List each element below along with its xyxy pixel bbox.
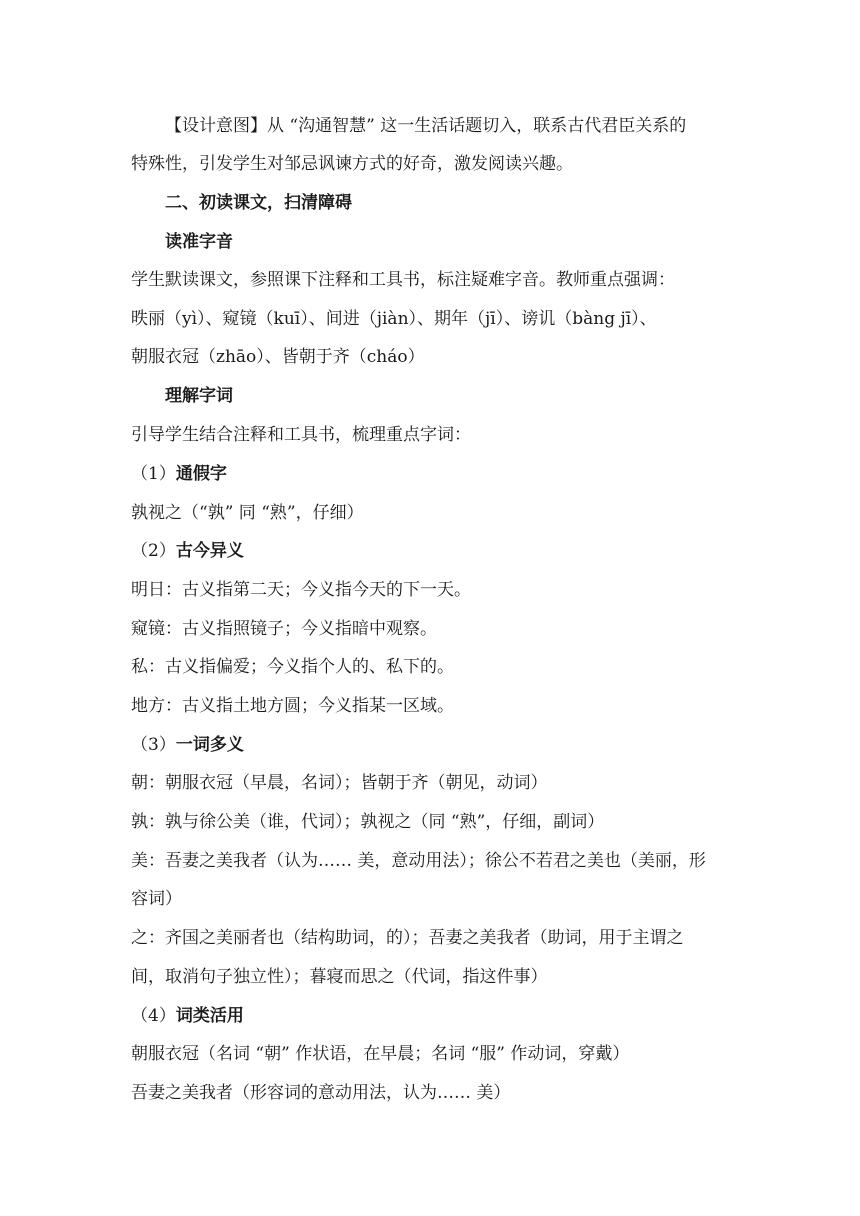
gujin-item: 明日：古义指第二天；今义指今天的下一天。 — [131, 580, 471, 600]
cileihuoyong-label: 词类活用 — [175, 1006, 244, 1026]
yiciduoyi-num: （3） — [131, 735, 176, 755]
cileihuoyong-num: （4） — [131, 1006, 176, 1026]
yiciduoyi-heading — [131, 734, 731, 756]
yiciduoyi-item: 美：吾妻之美我者（认为…… 美，意动用法）；徐公不若君之美也（美丽，形 — [131, 851, 706, 871]
gujin-label: 古今异义 — [175, 541, 244, 561]
pronunciation-words-line-1: 昳丽（yì）、窥镜（kuī）、间进（jiàn）、期年（jī）、谤讥（bàng jī）、 — [131, 309, 657, 329]
yiciduoyi-item: 孰：孰与徐公美（谁，代词）；孰视之（同 “熟”，仔细，副词） — [131, 812, 605, 832]
tongjia-label: 通假字 — [175, 464, 227, 484]
pronunciation-intro: 学生默读课文，参照课下注释和工具书，标注疑难字音。教师重点强调： — [131, 270, 675, 290]
gujin-item: 地方：古义指土地方圆；今义指某一区域。 — [131, 696, 454, 716]
pronunciation-heading: 读准字音 — [165, 232, 233, 252]
tongjia-heading — [131, 463, 731, 485]
yiciduoyi-item: 之：齐国之美丽者也（结构助词，的）；吾妻之美我者（助词，用于主谓之 — [131, 928, 684, 948]
design-intent-line-1: 【设计意图】从 “沟通智慧” 这一生活话题切入，联系古代君臣关系的 — [165, 116, 687, 136]
yiciduoyi-item: 间，取消句子独立性）；暮寝而思之（代词，指这件事） — [131, 967, 548, 987]
tongjia-num: （1） — [131, 464, 176, 484]
yiciduoyi-item: 容词） — [131, 889, 182, 909]
gujin-item: 私：古义指偏爱；今义指个人的、私下的。 — [131, 657, 454, 677]
cileihuoyong-item: 朝服衣冠（名词 “朝” 作状语，在早晨；名词 “服” 作动词，穿戴） — [131, 1044, 630, 1064]
gujin-heading — [131, 540, 731, 562]
tongjia-item: 孰视之（“孰” 同 “熟”，仔细） — [131, 503, 364, 523]
section-two-title: 二、初读课文，扫清障碍 — [165, 193, 352, 213]
cileihuoyong-heading — [131, 1005, 731, 1027]
gujin-item: 窥镜：古义指照镜子；今义指暗中观察。 — [131, 619, 437, 639]
gujin-num: （2） — [131, 541, 176, 561]
yiciduoyi-item: 朝：朝服衣冠（早晨，名词）；皆朝于齐（朝见，动词） — [131, 773, 548, 793]
vocabulary-intro: 引导学生结合注释和工具书，梳理重点字词： — [131, 425, 471, 445]
vocabulary-heading: 理解字词 — [165, 386, 233, 406]
design-intent-line-2: 特殊性，引发学生对邹忌讽谏方式的好奇，激发阅读兴趣。 — [131, 154, 573, 174]
yiciduoyi-label: 一词多义 — [175, 735, 244, 755]
cileihuoyong-item: 吾妻之美我者（形容词的意动用法，认为…… 美） — [131, 1083, 511, 1103]
pronunciation-words-line-2: 朝服衣冠（zhāo）、皆朝于齐（cháo） — [131, 347, 425, 367]
